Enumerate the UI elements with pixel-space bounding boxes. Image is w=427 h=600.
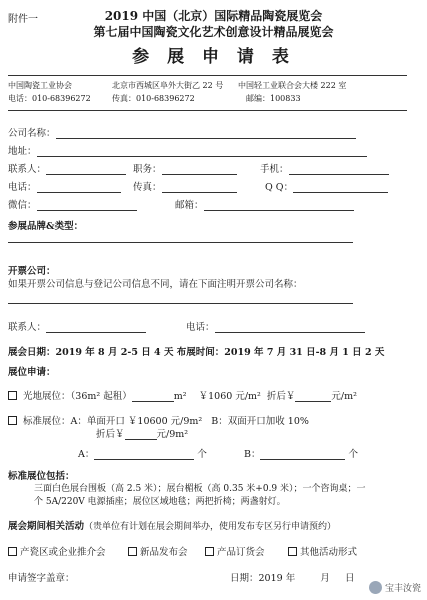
- brand-label: 参展品牌&类型：: [8, 221, 84, 232]
- header-rule-top: [8, 75, 407, 76]
- invoice-note: 如果开票公司信息与登记公司信息不同，请在下面注明开票公司名称：: [8, 279, 303, 290]
- email-input[interactable]: [204, 201, 354, 211]
- email-label: 邮箱：: [175, 200, 204, 211]
- address-label: 地址：: [8, 146, 37, 157]
- company-label: 公司名称：: [8, 128, 56, 139]
- contact-postcode: 邮编：100833: [246, 94, 301, 103]
- raw-space-checkbox[interactable]: [8, 391, 17, 400]
- booth-b-label: B：: [244, 449, 261, 460]
- booth-a-unit: 个: [197, 449, 207, 460]
- title-line-2: 第七届中国陶瓷文化艺术创意设计精品展览会: [93, 25, 334, 39]
- invoice-phone-input[interactable]: [215, 323, 365, 333]
- title-line-1: 2019 中国（北京）国际精品陶瓷展览会: [104, 9, 323, 23]
- address-input[interactable]: [37, 147, 367, 157]
- qq-label: Q Q：: [265, 182, 294, 193]
- raw-space-price: ￥1060 元/m²: [198, 391, 261, 402]
- mobile-input[interactable]: [289, 165, 389, 175]
- events-heading: 展会期间相关活动: [8, 521, 85, 532]
- event-option-4-checkbox[interactable]: [288, 547, 297, 556]
- exhibition-dates: 展会日期：2019 年 8 月 2-5 日 4 天 布展时间：2019 年 7 月 31 日-8 月 1 日 2 天: [8, 347, 385, 358]
- brand-input-line[interactable]: [8, 242, 353, 243]
- event-option-3-checkbox[interactable]: [205, 547, 214, 556]
- watermark: [369, 581, 421, 594]
- invoice-contact-input[interactable]: [46, 323, 146, 333]
- position-label: 职务：: [133, 164, 162, 175]
- contact-fax: 传真：010-68396272: [112, 94, 195, 103]
- header-rule-bottom: [8, 110, 407, 111]
- attachment-label: 附件一: [8, 14, 38, 25]
- mobile-label: 手机：: [260, 164, 289, 175]
- date-month-label: 月: [320, 573, 330, 584]
- invoice-contact-label: 联系人：: [8, 322, 47, 333]
- date-day-label: 日: [345, 573, 355, 584]
- std-includes-heading: 标准展位包括：: [8, 471, 75, 482]
- events-note: （贵单位有计划在展会期间举办，使用发布专区另行申请预约）: [84, 522, 337, 532]
- raw-space-unit: m²: [173, 391, 187, 402]
- standard-booth-b: B：双面开口加收 10%: [211, 416, 309, 427]
- std-includes-text-2: 个 5A/220V 电源插座；展位区域地毯；两把折椅；两盏射灯。: [34, 497, 286, 507]
- contact-org: 中国陶瓷工业协会: [8, 81, 72, 90]
- booth-a-input[interactable]: [94, 450, 194, 460]
- fax-input[interactable]: [162, 183, 237, 193]
- invoice-heading: 开票公司：: [8, 266, 56, 277]
- qq-input[interactable]: [293, 183, 388, 193]
- event-option-3: 产品订货会: [217, 547, 265, 558]
- booth-a-label: A：: [78, 449, 95, 460]
- std-discount-label: 折后￥: [96, 429, 125, 440]
- event-option-1: 产瓷区或企业推介会: [20, 547, 106, 558]
- position-input[interactable]: [162, 165, 237, 175]
- date-year-label: 日期：2019 年: [230, 573, 296, 584]
- contact-person-label: 联系人：: [8, 164, 47, 175]
- event-option-1-checkbox[interactable]: [8, 547, 17, 556]
- std-discount-input[interactable]: [125, 430, 157, 440]
- fax-label: 传真：: [133, 182, 162, 193]
- wechat-label: 微信：: [8, 200, 37, 211]
- event-option-2-checkbox[interactable]: [128, 547, 137, 556]
- standard-booth-checkbox[interactable]: [8, 416, 17, 425]
- form-title: 参 展 申 请 表: [132, 47, 295, 67]
- event-option-2: 新品发布会: [140, 547, 188, 558]
- invoice-phone-label: 电话：: [186, 322, 215, 333]
- std-discount-unit: 元/9m²: [156, 429, 189, 440]
- signature-label: 申请签字盖章：: [8, 573, 75, 584]
- watermark-text: 宝丰汝瓷: [384, 584, 421, 594]
- company-input[interactable]: [56, 129, 356, 139]
- contact-phone: 电话：010-68396272: [8, 94, 91, 103]
- booth-b-unit: 个: [348, 449, 359, 460]
- invoice-company-line[interactable]: [8, 303, 353, 304]
- wechat-input[interactable]: [37, 201, 137, 211]
- booth-heading: 展位申请：: [8, 367, 56, 378]
- contact-person-input[interactable]: [46, 165, 126, 175]
- raw-discount-label: 折后￥: [266, 391, 296, 402]
- raw-space-label: 光地展位：（36m² 起租）: [23, 391, 132, 402]
- standard-booth-label: 标准展位：A：单面开口 ￥10600 元/9m²: [23, 416, 203, 427]
- contact-building: 中国轻工业联合会大楼 222 室: [238, 81, 347, 90]
- phone-input[interactable]: [37, 183, 121, 193]
- event-option-4: 其他活动形式: [300, 547, 358, 558]
- contact-address: 北京市西城区阜外大街乙 22 号: [112, 81, 224, 90]
- wechat-logo-icon: [369, 581, 382, 594]
- phone-label: 电话：: [8, 182, 37, 193]
- raw-space-area-input[interactable]: [132, 392, 174, 402]
- booth-b-input[interactable]: [260, 450, 345, 460]
- std-includes-text-1: 三面白色展台围板（高 2.5 米）；展台楣板（高 0.35 米+0.9 米）；一个咨询桌；一: [34, 484, 366, 494]
- raw-discount-unit: 元/m²: [331, 391, 357, 402]
- raw-discount-input[interactable]: [295, 392, 331, 402]
